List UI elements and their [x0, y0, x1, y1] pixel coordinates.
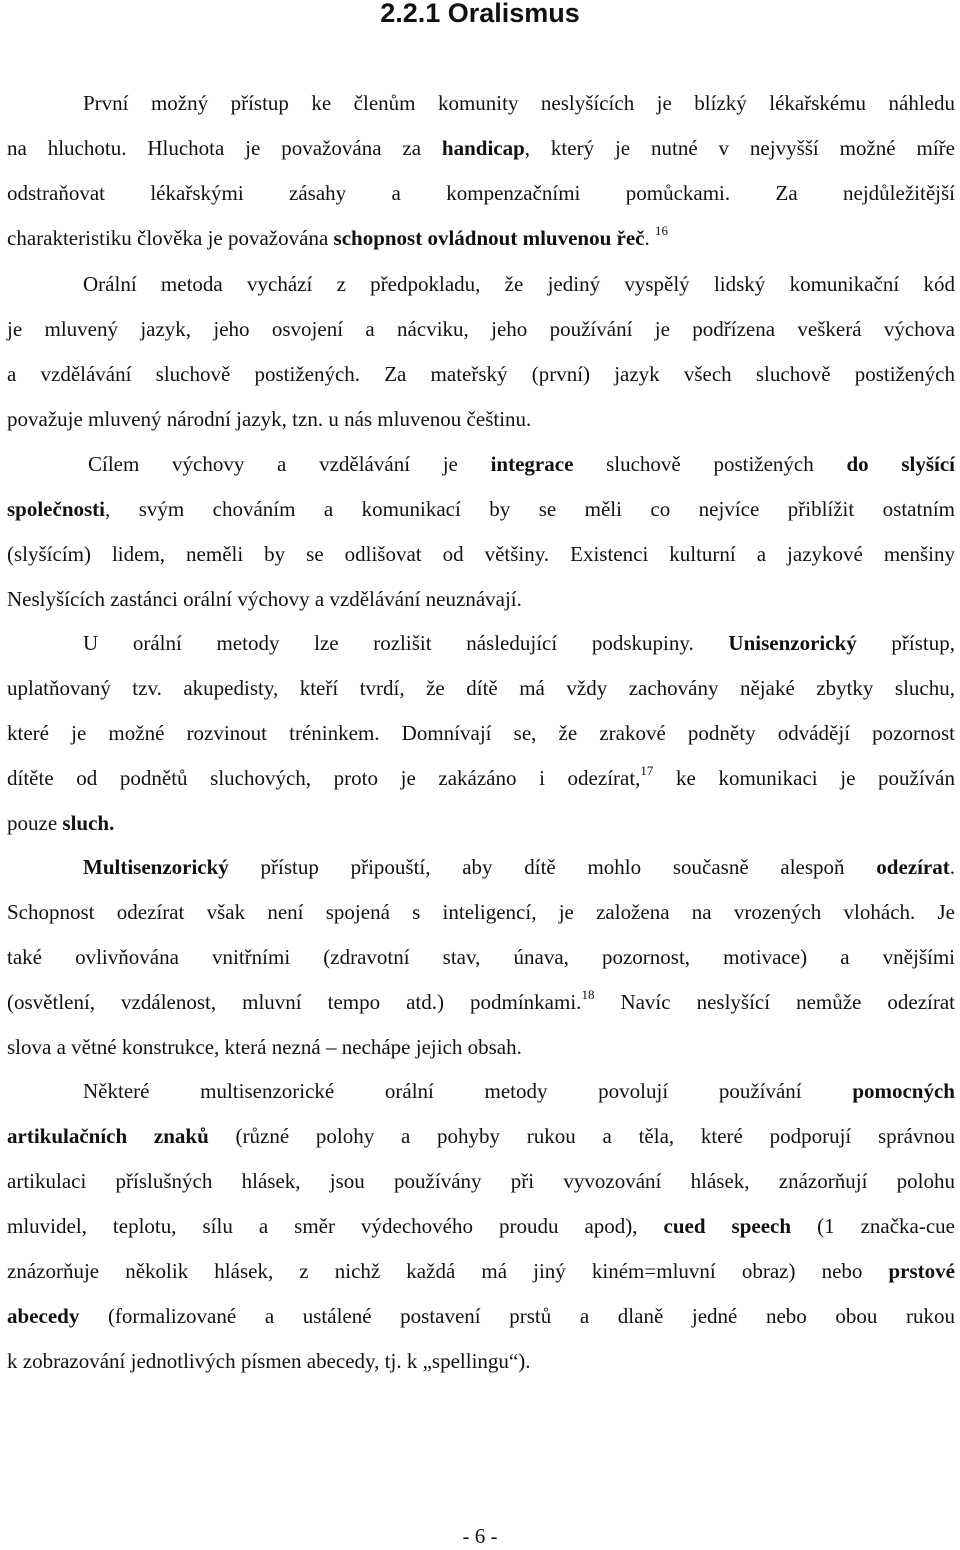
paragraph-5 [7, 845, 955, 1070]
footnote-ref[interactable]: 18 [581, 987, 595, 1002]
text-line: dítěte od podnětů sluchových, proto je zakázáno i odezírat,$^{17}$ ke komunikaci je používán [7, 763, 955, 790]
text-line: uplatňovaný tzv. akupedisty, kteří tvrdí, že dítě má vždy zachovány nějaké zbytky sluchu, [7, 676, 955, 700]
text-line: Některé multisenzorické orální metody povolují používání pomocných [83, 1079, 955, 1103]
text-line: k zobrazování jednotlivých písmen abecedy, tj. k „spellingu“). [7, 1349, 531, 1373]
text-line: První možný přístup ke členům komunity neslyšících je blízký lékařskému náhledu [83, 91, 955, 115]
text-line: a vzdělávání sluchově postižených. Za mateřský (první) jazyk všech sluchově postižených [7, 362, 955, 386]
text-line: považuje mluvený národní jazyk, tzn. u nás mluvenou češtinu. [7, 407, 532, 431]
text-line: Multisenzorický přístup připouští, aby dítě mohlo současně alespoň odezírat. [83, 855, 955, 879]
text-line: odstraňovat lékařskými zásahy a kompenzačními pomůckami. Za nejdůležitější [7, 181, 955, 205]
text-line: Orální metoda vychází z předpokladu, že jediný vyspělý lidský komunikační kód [83, 272, 955, 296]
bold-term: artikulačních znaků [7, 1124, 209, 1148]
bold-term: prstové [888, 1259, 955, 1283]
bold-term: Multisenzorický [83, 855, 229, 879]
text-line: mluvidel, teplotu, sílu a směr výdechového proudu apod), cued speech (1 značka-cue [7, 1214, 955, 1238]
text-line: pouze sluch. [7, 811, 115, 835]
text-line: Neslyšících zastánci orální výchovy a vzdělávání neuznávají. [7, 587, 522, 611]
text-line: které je možné rozvinout tréninkem. Domnívají se, že zrakové podněty odvádějí pozornost [7, 721, 955, 745]
bold-term: sluch. [62, 811, 115, 835]
footnote-ref[interactable]: 16 [654, 223, 668, 238]
bold-term: cued speech [663, 1214, 792, 1238]
text-line: abecedy (formalizované a ustálené postavení prstů a dlaně jedné nebo obou rukou [7, 1304, 955, 1328]
paragraph-4 [7, 621, 955, 846]
text-line: znázorňuje několik hlásek, z nichž každá má jiný kiném=mluvní obraz) nebo prstové [7, 1259, 955, 1283]
bold-term: schopnost ovládnout mluvenou řeč [333, 226, 645, 250]
bold-term: handicap [441, 136, 525, 160]
text-line: je mluvený jazyk, jeho osvojení a nácviku, jeho používání je podřízena veškerá výchova [7, 317, 955, 341]
bold-term: pomocných [852, 1079, 955, 1103]
bold-term: do slyšící [846, 452, 956, 476]
text-line: (slyšícím) lidem, neměli by se odlišovat od většiny. Existenci kulturní a jazykové menšiny [7, 542, 955, 566]
text-line: Cílem výchovy a vzdělávání je integrace sluchově postižených do slyšící [88, 452, 956, 476]
text-line: slova a větné konstrukce, která nezná – nechápe jejich obsah. [7, 1035, 522, 1059]
paragraph-1 [7, 81, 955, 261]
bold-term: integrace [490, 452, 574, 476]
paragraph-2 [7, 262, 955, 442]
text-line: společnosti, svým chováním a komunikací by se měli co nejvíce přiblížit ostatním [7, 497, 955, 521]
text-line: artikulačních znaků (různé polohy a pohyby rukou a těla, které podporují správnou [7, 1124, 955, 1148]
text-line: U orální metody lze rozlišit následující podskupiny. Unisenzorický přístup, [83, 631, 955, 655]
paragraph-6 [7, 1069, 955, 1384]
bold-term: společnosti [7, 497, 106, 521]
bold-term: Unisenzorický [728, 631, 857, 655]
paragraph-3 [7, 442, 955, 622]
section-heading: 2.2.1 Oralismus [380, 0, 580, 28]
bold-term: odezírat [876, 855, 950, 879]
text-line: Schopnost odezírat však není spojená s inteligencí, je založena na vrozených vlohách. Je [7, 900, 955, 924]
text-line: artikulaci příslušných hlásek, jsou používány při vyvozování hlásek, znázorňují polohu [7, 1169, 955, 1193]
text-line: také ovlivňována vnitřními (zdravotní stav, únava, pozornost, motivace) a vnějšími [7, 945, 955, 969]
bold-term: abecedy [7, 1304, 80, 1328]
text-line: charakteristiku člověka je považována schopnost ovládnout mluvenou řeč. $^{16}$ [7, 223, 668, 250]
footnote-ref[interactable]: 17 [640, 763, 654, 778]
page-number: - 6 - [462, 1524, 498, 1548]
text-line: (osvětlení, vzdálenost, mluvní tempo atd.) podmínkami.$^{18}$ Navíc neslyšící nemůže odezírat [7, 987, 955, 1014]
text-line: na hluchotu. Hluchota je považována za handicap, který je nutné v nejvyšší možné míře [7, 136, 955, 160]
